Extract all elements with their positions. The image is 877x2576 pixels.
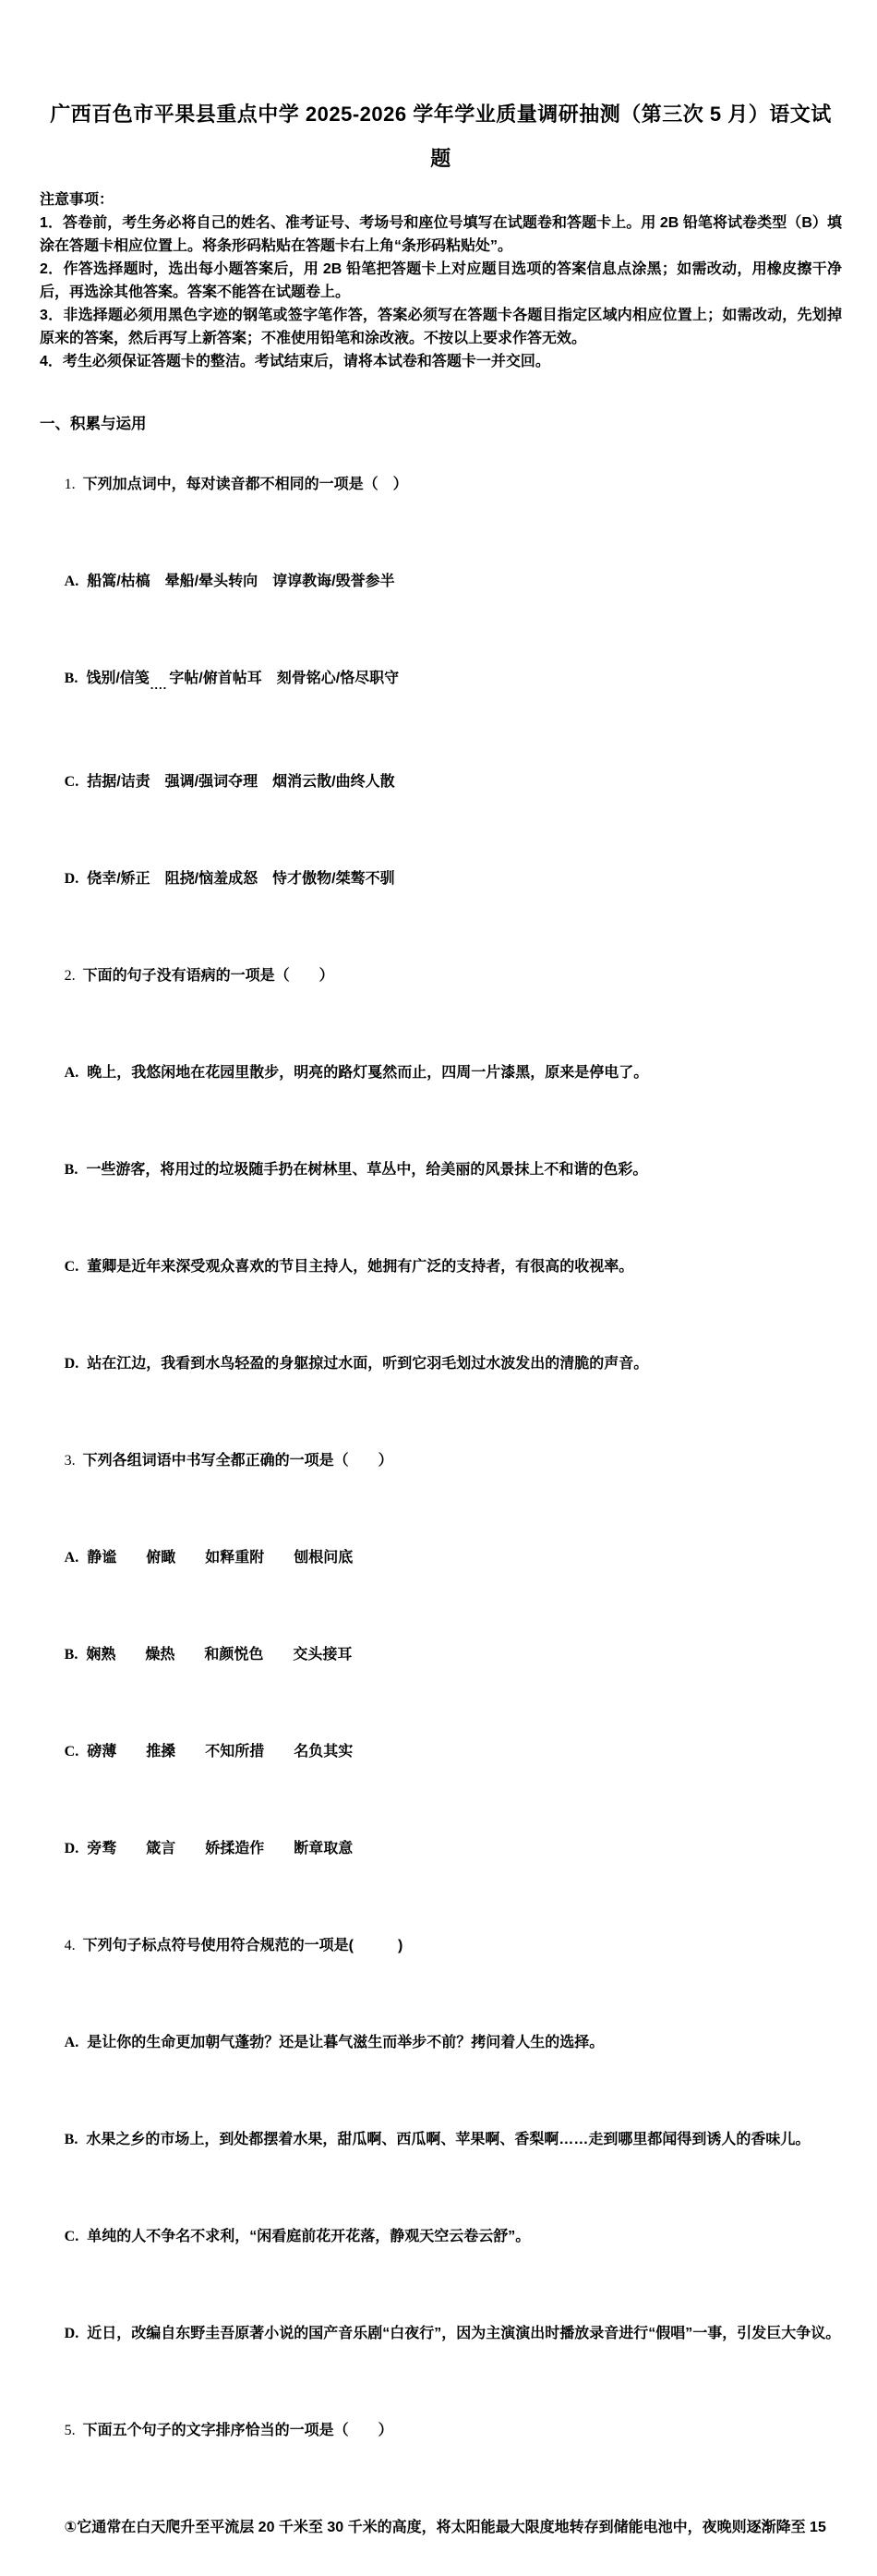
notice-section: [40, 188, 842, 373]
question-1-option-b: [40, 630, 842, 733]
exam-paper-page: [0, 92, 877, 2576]
option-label: B.: [64, 1647, 78, 1663]
option-text: 一些游客，将用过的垃圾随手扔在树林里、草丛中，给美丽的风景抹上不和谐的色彩。: [86, 1162, 648, 1178]
question-2-number: 2.: [64, 968, 76, 984]
question-3-option-b: [40, 1606, 842, 1703]
option-label: A.: [64, 1550, 79, 1566]
option-text: 饯别/信笺: [86, 671, 150, 686]
question-4-number: 4.: [64, 1938, 76, 1953]
question-1-option-a: [40, 533, 842, 630]
option-label: D.: [64, 1841, 79, 1856]
option-text: 静谧 俯瞰 如释重附 刨根问底: [87, 1550, 354, 1566]
option-label: D.: [64, 871, 79, 887]
option-text: 单纯的人不争名不求利，“闲看庭前花开花落，静观天空云卷云舒”。: [87, 2229, 531, 2244]
question-5-sentence-1: [40, 2479, 842, 2576]
option-text: 水果之乡的市场上，到处都摆着水果，甜瓜啊、西瓜啊、苹果啊、香梨啊……走到哪里都闻得到诱人的香味儿。: [86, 2132, 811, 2147]
option-label: C.: [64, 774, 79, 790]
option-label: C.: [64, 1744, 79, 1760]
question-4-option-d: [40, 2285, 842, 2382]
option-text: 字帖/俯首帖耳 刻骨铭心/恪尽职守: [169, 671, 400, 686]
question-3-option-c: [40, 1703, 842, 1800]
question-1-stem: [40, 436, 842, 533]
emphasis-dots: ....: [150, 678, 168, 692]
question-1-stem-text: 下列加点词中，每对读音都不相同的一项是（ ）: [82, 477, 408, 492]
question-3-option-d: [40, 1800, 842, 1897]
option-text: 拮据/诘责 强调/强词夺理 烟消云散/曲终人散: [87, 774, 395, 790]
question-2-option-b: [40, 1121, 842, 1218]
option-text: 侥幸/矫正 阻挠/恼羞成怒 恃才傲物/桀骜不驯: [87, 871, 395, 887]
question-5-stem: [40, 2382, 842, 2479]
option-label: B.: [64, 1162, 78, 1178]
question-2-option-d: [40, 1315, 842, 1412]
question-2-option-a: [40, 1024, 842, 1121]
question-1-option-d: [40, 830, 842, 927]
option-label: B.: [64, 2132, 78, 2147]
question-1-option-c: [40, 733, 842, 830]
question-5-number: 5.: [64, 2423, 76, 2438]
option-text: 是让你的生命更加朝气蓬勃？还是让暮气滋生而举步不前？拷问着人生的选择。: [87, 2035, 605, 2050]
notice-item-2: 2．作答选择题时，选出每小题答案后，用 2B 铅笔把答题卡上对应题目选项的答案信息点涂黑；如需改动，用橡皮擦干净后，再选涂其他答案。答案不能答在试题卷上。: [40, 261, 842, 300]
question-3-stem-text: 下列各组词语中书写全都正确的一项是（ ）: [82, 1453, 393, 1469]
section-heading: 一、积累与运用: [40, 416, 147, 432]
option-text: 近日，改编自东野圭吾原著小说的国产音乐剧“白夜行”，因为主演演出时播放录音进行“假唱”一事，引发巨大争议。: [87, 2326, 841, 2341]
question-1-number: 1.: [64, 477, 76, 492]
option-text: 娴熟 燥热 和颜悦色 交头接耳: [86, 1647, 353, 1663]
option-text: 磅薄 推搡 不知所措 名负其实: [87, 1744, 354, 1760]
notice-item-4: 4．考生必须保证答题卡的整洁。考试结束后，请将本试卷和答题卡一并交回。: [40, 354, 550, 369]
question-4-stem-text: 下列句子标点符号使用符合规范的一项是( ): [82, 1938, 403, 1953]
option-label: D.: [64, 2326, 79, 2341]
question-4-option-c: [40, 2188, 842, 2285]
question-4-stem: [40, 1897, 842, 1994]
option-label: C.: [64, 1259, 79, 1275]
option-label: A.: [64, 2035, 79, 2050]
option-text: 站在江边，我看到水鸟轻盈的身躯掠过水面，听到它羽毛划过水波发出的清脆的声音。: [87, 1356, 649, 1372]
question-2-stem-text: 下面的句子没有语病的一项是（ ）: [82, 968, 334, 984]
option-text: 董卿是近年来深受观众喜欢的节目主持人，她拥有广泛的支持者，有很高的收视率。: [87, 1259, 634, 1275]
option-label: C.: [64, 2229, 79, 2244]
notice-heading: 注意事项：: [40, 192, 114, 208]
question-3-number: 3.: [64, 1453, 76, 1469]
option-label: B.: [64, 671, 78, 686]
sentence-text: 它通常在白天爬升至平流层 20 千米至 30 千米的高度，将太阳能最大限度地转存到储能电池中，夜晚则逐渐降至 15: [77, 2520, 826, 2535]
question-2-stem: [40, 927, 842, 1024]
option-text: 船篙/枯槁 晕船/晕头转向 谆谆教诲/毁誉参半: [87, 574, 395, 589]
page-title-line-2: 题: [430, 147, 451, 170]
sentence-marker: ①: [64, 2520, 78, 2535]
option-text: 晚上，我悠闲地在花园里散步，明亮的路灯戛然而止，四周一片漆黑，原来是停电了。: [87, 1065, 649, 1081]
question-3-option-a: [40, 1509, 842, 1606]
question-4-option-a: [40, 1994, 842, 2091]
questions-area: [40, 436, 842, 2576]
question-5-stem-text: 下面五个句子的文字排序恰当的一项是（ ）: [82, 2423, 393, 2438]
page-title: [40, 92, 842, 181]
page-title-line-1: 广西百色市平果县重点中学 2025-2026 学年学业质量调研抽测（第三次 5 月）语文试: [50, 103, 832, 126]
question-3-stem: [40, 1412, 842, 1509]
option-label: A.: [64, 1065, 79, 1081]
question-2-option-c: [40, 1218, 842, 1315]
option-text: 旁骛 箴言 娇揉造作 断章取意: [87, 1841, 354, 1856]
option-label: D.: [64, 1356, 79, 1372]
option-label: A.: [64, 574, 79, 589]
notice-item-1: 1．答卷前，考生务必将自己的姓名、准考证号、考场号和座位号填写在试题卷和答题卡上。用 2B 铅笔将试卷类型（B）填涂在答题卡相应位置上。将条形码粘贴在答题卡右上角“条形码粘贴处”。: [40, 215, 842, 254]
question-4-option-b: [40, 2091, 842, 2188]
notice-item-3: 3．非选择题必须用黑色字迹的钢笔或签字笔作答，答案必须写在答题卡各题目指定区域内相应位置上；如需改动，先划掉原来的答案，然后再写上新答案；不准使用铅笔和涂改液。不按以上要求作答无效。: [40, 308, 842, 346]
